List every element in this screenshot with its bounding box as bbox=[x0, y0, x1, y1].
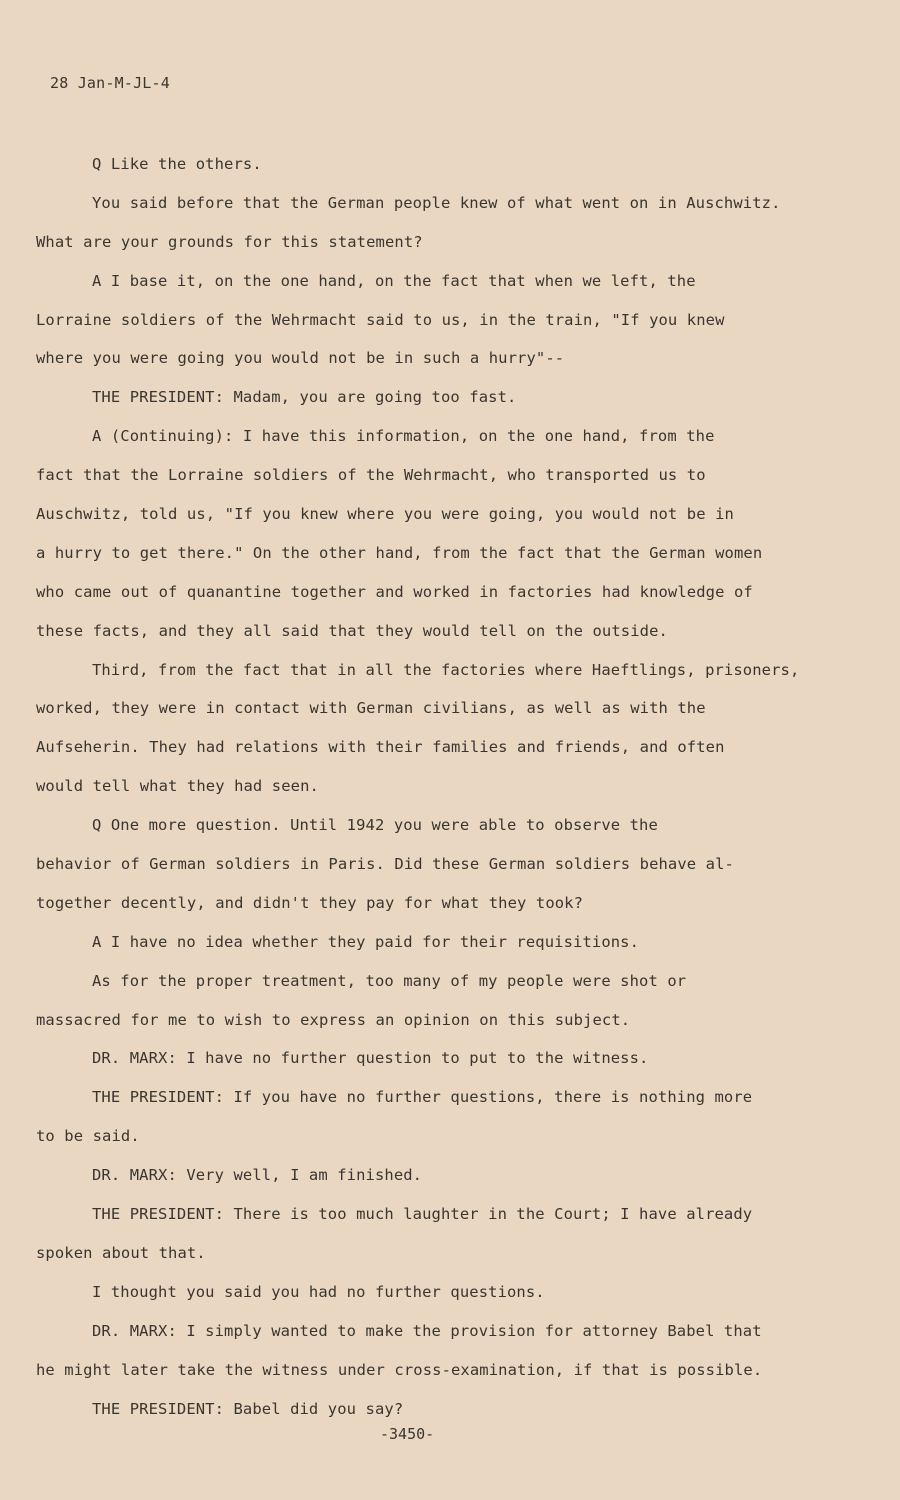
transcript-line: THE PRESIDENT: If you have no further questions, there is nothing more bbox=[92, 1088, 753, 1107]
transcript-line: spoken about that. bbox=[36, 1243, 206, 1262]
transcript-line: As for the proper treatment, too many of my people were shot or bbox=[92, 971, 687, 990]
transcript-line: DR. MARX: I simply wanted to make the provision for attorney Babel that bbox=[92, 1321, 762, 1340]
transcript-line: would tell what they had seen. bbox=[36, 777, 319, 796]
transcript-line: fact that the Lorraine soldiers of the Wehrmacht, who transported us to bbox=[36, 466, 706, 485]
transcript-line: Q One more question. Until 1942 you were able to observe the bbox=[92, 816, 658, 835]
transcript-line: together decently, and didn't they pay for what they took? bbox=[36, 893, 584, 912]
transcript-line: THE PRESIDENT: There is too much laughter in the Court; I have already bbox=[92, 1205, 753, 1224]
transcript-line: worked, they were in contact with German civilians, as well as with the bbox=[36, 699, 706, 718]
page-number: -3450- bbox=[380, 1425, 435, 1443]
transcript-line: Third, from the fact that in all the factories where Haeftlings, prisoners, bbox=[92, 660, 800, 679]
transcript-line: A I have no idea whether they paid for their requisitions. bbox=[92, 932, 640, 951]
transcript-line: Aufseherin. They had relations with their families and friends, and often bbox=[36, 738, 725, 757]
document-reference: 28 Jan-M-JL-4 bbox=[50, 74, 170, 92]
transcript-line: A (Continuing): I have this information, on the one hand, from the bbox=[92, 427, 715, 446]
transcript-line: these facts, and they all said that they would tell on the outside. bbox=[36, 621, 668, 640]
transcript-line: massacred for me to wish to express an opinion on this subject. bbox=[36, 1010, 631, 1029]
transcript-line: he might later take the witness under cross-examination, if that is possible. bbox=[36, 1360, 763, 1379]
transcript-line: A I base it, on the one hand, on the fact that when we left, the bbox=[92, 271, 696, 290]
transcript-line: THE PRESIDENT: Madam, you are going too fast. bbox=[92, 388, 517, 407]
transcript-line: DR. MARX: I have no further question to put to the witness. bbox=[92, 1049, 649, 1068]
transcript-line: Auschwitz, told us, "If you knew where you were going, you would not be in bbox=[36, 505, 734, 524]
transcript-line: Q Like the others. bbox=[92, 155, 262, 173]
transcript-line: DR. MARX: Very well, I am finished. bbox=[92, 1166, 423, 1185]
transcript-line: behavior of German soldiers in Paris. Did these German soldiers behave al- bbox=[36, 855, 734, 874]
transcript-line: where you were going you would not be in such a hurry"-- bbox=[36, 349, 565, 368]
transcript-line: I thought you said you had no further questions. bbox=[92, 1282, 545, 1301]
transcript-line: a hurry to get there." On the other hand, from the fact that the German women bbox=[36, 543, 763, 562]
transcript-line: What are your grounds for this statement? bbox=[36, 232, 423, 251]
transcript-line: to be said. bbox=[36, 1127, 140, 1146]
transcript-line: THE PRESIDENT: Babel did you say? bbox=[92, 1399, 404, 1418]
transcript-line: who came out of quanantine together and worked in factories had knowledge of bbox=[36, 582, 753, 601]
transcript-line: You said before that the German people knew of what went on in Auschwitz. bbox=[92, 193, 781, 212]
transcript-body bbox=[36, 145, 826, 1428]
transcript-line: Lorraine soldiers of the Wehrmacht said to us, in the train, "If you knew bbox=[36, 310, 725, 329]
